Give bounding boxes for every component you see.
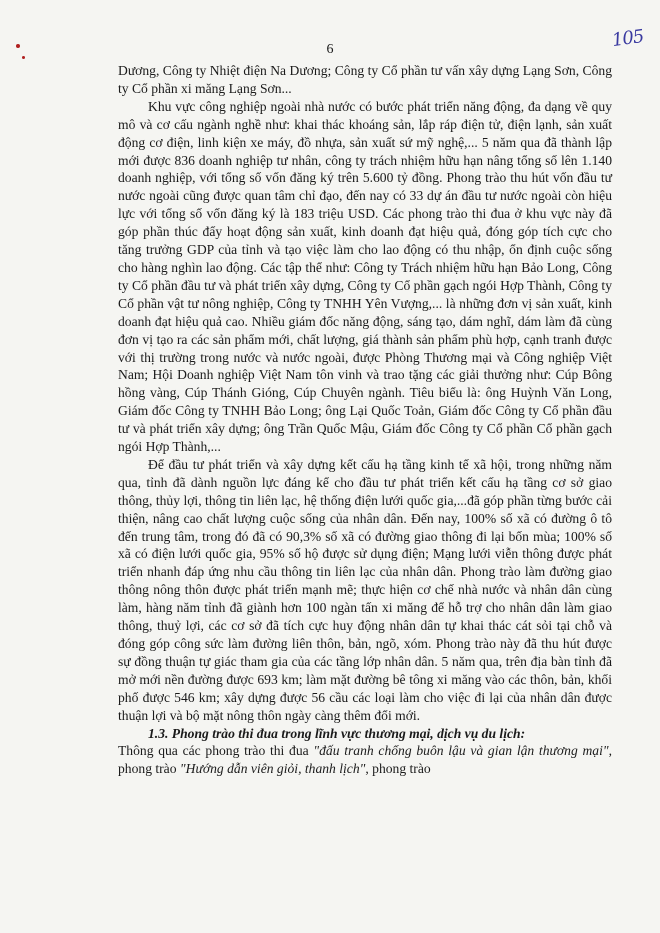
section-heading: 1.3. Phong trào thi đua trong lĩnh vực thương mại, dịch vụ du lịch:	[148, 725, 526, 741]
trade-text-2: , phong trào	[118, 743, 612, 777]
paragraph-continuation: Dương, Công ty Nhiệt điện Na Dương; Công ty Cổ phần tư vấn xây dựng Lạng Sơn, Công ty Cổ phần xi măng Lạng Sơn...	[118, 63, 612, 96]
trade-text-1: Thông qua các phong trào thi đua	[118, 743, 314, 759]
trade-quote-2: "Hướng dẫn viên giỏi, thanh lịch"	[179, 761, 366, 777]
trade-text-3: , phong trào	[365, 761, 431, 777]
paragraph-private-industry: Khu vực công nghiệp ngoài nhà nước có bước phát triển năng động, đa dạng về quy mô và cơ cấu ngành nghề như: khai thác khoáng sản, lắp ráp điện tử, điện lạnh, sản xuất động cơ điện, linh kiện xe máy, đồ nhựa, sản xuất sứ mỹ nghệ,... 5 năm qua đã thành lập mới được 836 doanh nghiệp tư nhân, công ty trách nhiệm hữu hạn nâng tổng số lên 1.140 doanh nghiệp, với tổng số vốn đăng ký trên 5.600 tỷ đồng. Phong trào thu hút vốn đầu tư nước ngoài cũng được quan tâm chỉ đạo, đến nay có 33 dự án đầu tư nước ngoài còn hiệu lực với tổng số vốn đăng ký là 183 triệu USD. Các phong trào thi đua ở khu vực này đã góp phần thúc đẩy hoạt động sản xuất, kinh doanh đạt hiệu quả, đóng góp tích cực cho tăng trưởng GDP của tỉnh và tạo việc làm cho lao động có thu nhập, ổn định cuộc sống cho hàng nghìn lao động. Các tập thể như: Công ty Trách nhiệm hữu hạn Bảo Long, Công ty Cổ phần đầu tư và phát triển xây dựng, Công ty Cổ phần gạch ngói Hợp Thành, Công ty Cổ phần vật tư nông nghiệp, Công ty TNHH Yên Vượng,... là những đơn vị sản xuất, kinh doanh đạt hiệu quả cao. Nhiều giám đốc năng động, sáng tạo, dám nghĩ, dám làm đã cùng đơn vị tạo ra các sản phẩm mới, chất lượng, giá thành sản phẩm phù hợp, cạnh tranh được với thị trường trong nước và nước ngoài, được Phòng Thương mại và Công nghiệp Việt Nam; Hội Doanh nghiệp Việt Nam tôn vinh và trao tặng các giải thưởng như: Cúp Bông hồng vàng, Cúp Thánh Gióng, Cúp Chuyên ngành. Tiêu biểu là: ông Huỳnh Văn Long, Giám đốc Công ty TNHH Bảo Long; ông Lại Quốc Toản, Giám đốc Công ty Cổ phần đầu tư và phát triển xây dựng; ông Trần Quốc Mậu, Giám đốc Công ty Cổ phần Cổ phần gạch ngói Hợp Thành,...	[118, 98, 612, 455]
paragraph-trade	[118, 742, 612, 778]
handwritten-page-number: 105	[610, 25, 645, 52]
paragraph-infrastructure: Để đầu tư phát triển và xây dựng kết cấu hạ tầng kinh tế xã hội, trong những năm qua, tỉnh đã dành nguồn lực đáng kể cho đầu tư phát triển kết cấu hạ tầng cơ sở giao thông, thủy lợi, thông tin liên lạc, hệ thống điện lưới quốc gia,...đã góp phần từng bước cải thiện, nâng cao chất lượng cuộc sống của nhân dân. Đến nay, 100% số xã có đường ô tô đến trung tâm, trong đó đã có 90,3% số xã có đường giao thông đi lại bốn mùa; 100% số xã có điện lưới quốc gia, 95% số hộ được sử dụng điện; Mạng lưới viễn thông được phát triển nhanh đáp ứng nhu cầu thông tin liên lạc của nhân dân. Phong trào làm đường giao thông nông thôn được phát triển mạnh mẽ; thực hiện cơ chế nhà nước và nhân dân cùng làm, hàng năm tỉnh đã giành hơn 100 ngàn tấn xi măng để hỗ trợ cho nhân dân làm giao thông, thuỷ lợi, các cơ sở đã tích cực huy động nhân dân tự khai thác cát sỏi tại chỗ và đóng góp công sức làm đường liên thôn, bản, ngõ, xóm. Phong trào này đã thu hút được sự đồng thuận tự giác tham gia của các tầng lớp nhân dân. 5 năm qua, trên địa bàn tỉnh đã mở mới nền đường được 693 km; làm mặt đường bê tông xi măng vào các thôn, bản, khối phố được 546 km; xây dựng được 56 cầu các loại làm cho việc đi lại của nhân dân được thuận lợi và bộ mặt nông thôn ngày càng thêm đổi mới.	[118, 456, 612, 723]
document-body	[118, 62, 612, 778]
page-number: 6	[326, 42, 334, 57]
trade-quote-1: "đấu tranh chống buôn lậu và gian lận thương mại"	[313, 743, 609, 759]
